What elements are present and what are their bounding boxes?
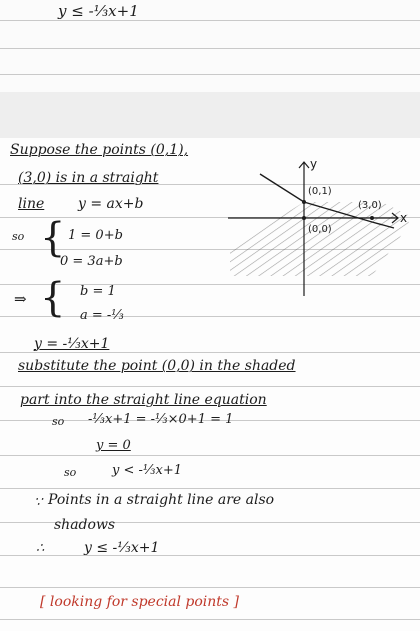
note-line-1: Suppose the points (0,1),: [10, 142, 189, 158]
implies-arrow: ⇒: [14, 290, 27, 308]
system1-eq2: 0 = 3a+b: [60, 254, 123, 269]
so-label-3: so: [64, 466, 77, 479]
label-3-0: (3,0): [358, 200, 382, 211]
system1-eq1: 1 = 0+b: [68, 228, 123, 243]
top-note-panel: [0, 0, 420, 92]
so-label-1: so: [12, 230, 25, 243]
note-line-2: (3,0) is in a straight: [18, 170, 159, 186]
top-equation: y ≤ -⅓x+1: [58, 2, 139, 20]
system2-eq2: a = -⅓: [80, 308, 124, 323]
shaded-region: [230, 202, 410, 276]
points-line-1: Points in a straight line are also: [48, 492, 275, 508]
y-zero: y = 0: [96, 438, 131, 453]
point-0-1: [302, 200, 306, 204]
so-label-2: so: [52, 415, 65, 428]
calculation: -⅓x+1 = -⅓×0+1 = 1: [88, 412, 234, 427]
inequality-graph: [222, 156, 412, 311]
x-axis-label: x: [400, 211, 408, 225]
note-line-3b: y = ax+b: [78, 196, 144, 212]
page-gap: [0, 92, 420, 138]
notes-page: [0, 138, 420, 631]
system-brace-1: {: [40, 215, 66, 261]
inequality: y < -⅓x+1: [112, 463, 182, 478]
final-answer: y ≤ -⅓x+1: [84, 540, 160, 556]
point-origin: [302, 216, 306, 220]
label-origin: (0,0): [308, 224, 332, 235]
points-line-2: shadows: [54, 517, 116, 533]
point-3-0: [370, 216, 374, 220]
footer-note: [ looking for special points ]: [40, 594, 240, 610]
because-symbol: ∵: [34, 495, 43, 510]
y-axis-label: y: [310, 157, 318, 171]
system-brace-2: {: [40, 275, 66, 321]
note-line-3a: line: [18, 196, 45, 212]
substitute-line-1: substitute the point (0,0) in the shaded: [18, 358, 296, 374]
result-line: y = -⅓x+1: [34, 336, 110, 352]
label-0-1: (0,1): [308, 186, 332, 197]
substitute-line-2: part into the straight line equation: [20, 392, 267, 408]
system2-eq1: b = 1: [80, 284, 116, 299]
therefore-symbol: ∴: [36, 541, 45, 556]
